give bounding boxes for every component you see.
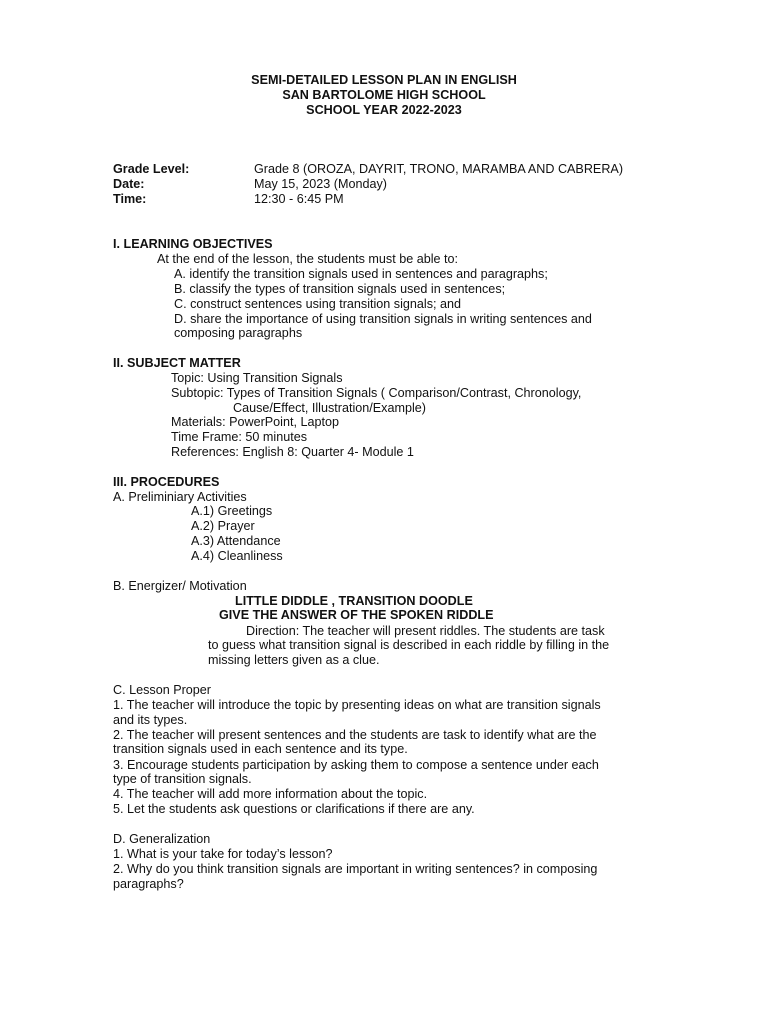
materials-line: Materials: PowerPoint, Laptop xyxy=(171,415,340,429)
lesson-line: 1. The teacher will introduce the topic by presenting ideas on what are transition signals xyxy=(113,698,601,712)
preliminary-item: A.4) Cleanliness xyxy=(191,549,283,563)
lesson-line: and its types. xyxy=(113,713,188,727)
subject-matter-heading: II. SUBJECT MATTER xyxy=(113,356,241,370)
subtopic-line-continued: Cause/Effect, Illustration/Example) xyxy=(233,401,426,415)
subtopic-line: Subtopic: Types of Transition Signals ( Comparison/Contrast, Chronology, xyxy=(171,386,582,400)
direction-line: to guess what transition signal is described in each riddle by filling in the xyxy=(208,638,610,652)
lesson-proper-heading: C. Lesson Proper xyxy=(113,683,212,697)
document-title: SEMI-DETAILED LESSON PLAN IN ENGLISH xyxy=(251,73,517,87)
school-year: SCHOOL YEAR 2022-2023 xyxy=(306,103,462,117)
objective-item: B. classify the types of transition signals used in sentences; xyxy=(174,282,506,296)
references-line: References: English 8: Quarter 4- Module 1 xyxy=(171,445,414,459)
preliminary-item: A.2) Prayer xyxy=(191,519,255,533)
energizer-heading: B. Energizer/ Motivation xyxy=(113,579,247,593)
topic-line: Topic: Using Transition Signals xyxy=(171,371,343,385)
generalization-line: 2. Why do you think transition signals are important in writing sentences? in composing xyxy=(113,862,598,876)
energizer-subtitle: GIVE THE ANSWER OF THE SPOKEN RIDDLE xyxy=(219,608,494,622)
objective-item: A. identify the transition signals used in sentences and paragraphs; xyxy=(174,267,548,281)
procedures-heading: III. PROCEDURES xyxy=(113,475,220,489)
generalization-line: 1. What is your take for today’s lesson? xyxy=(113,847,333,861)
generalization-line: paragraphs? xyxy=(113,877,184,891)
time-frame-line: Time Frame: 50 minutes xyxy=(171,430,308,444)
school-name: SAN BARTOLOME HIGH SCHOOL xyxy=(282,88,486,102)
direction-line: Direction: The teacher will present riddles. The students are task xyxy=(246,624,605,638)
preliminary-heading: A. Preliminiary Activities xyxy=(113,490,247,504)
objectives-intro: At the end of the lesson, the students must be able to: xyxy=(157,252,459,266)
objective-item: C. construct sentences using transition signals; and xyxy=(174,297,462,311)
objective-item: D. share the importance of using transition signals in writing sentences and xyxy=(174,312,592,326)
lesson-line: 4. The teacher will add more information about the topic. xyxy=(113,787,428,801)
time-label: Time: xyxy=(113,192,147,206)
grade-level-label: Grade Level: xyxy=(113,162,190,176)
lesson-line: 5. Let the students ask questions or clarifications if there are any. xyxy=(113,802,475,816)
objectives-heading: I. LEARNING OBJECTIVES xyxy=(113,237,273,251)
generalization-heading: D. Generalization xyxy=(113,832,211,846)
lesson-line: 2. The teacher will present sentences and the students are task to identify what are the xyxy=(113,728,597,742)
objective-item-continued: composing paragraphs xyxy=(174,326,303,340)
date-value: May 15, 2023 (Monday) xyxy=(254,177,388,191)
energizer-title: LITTLE DIDDLE , TRANSITION DOODLE xyxy=(235,594,473,608)
lesson-line: transition signals used in each sentence and its type. xyxy=(113,742,408,756)
date-label: Date: xyxy=(113,177,145,191)
preliminary-item: A.3) Attendance xyxy=(191,534,281,548)
direction-line: missing letters given as a clue. xyxy=(208,653,380,667)
time-value: 12:30 - 6:45 PM xyxy=(254,192,344,206)
lesson-line: 3. Encourage students participation by asking them to compose a sentence under each xyxy=(113,758,599,772)
lesson-line: type of transition signals. xyxy=(113,772,252,786)
grade-level-value: Grade 8 (OROZA, DAYRIT, TRONO, MARAMBA AND CABRERA) xyxy=(254,162,624,176)
preliminary-item: A.1) Greetings xyxy=(191,504,273,518)
